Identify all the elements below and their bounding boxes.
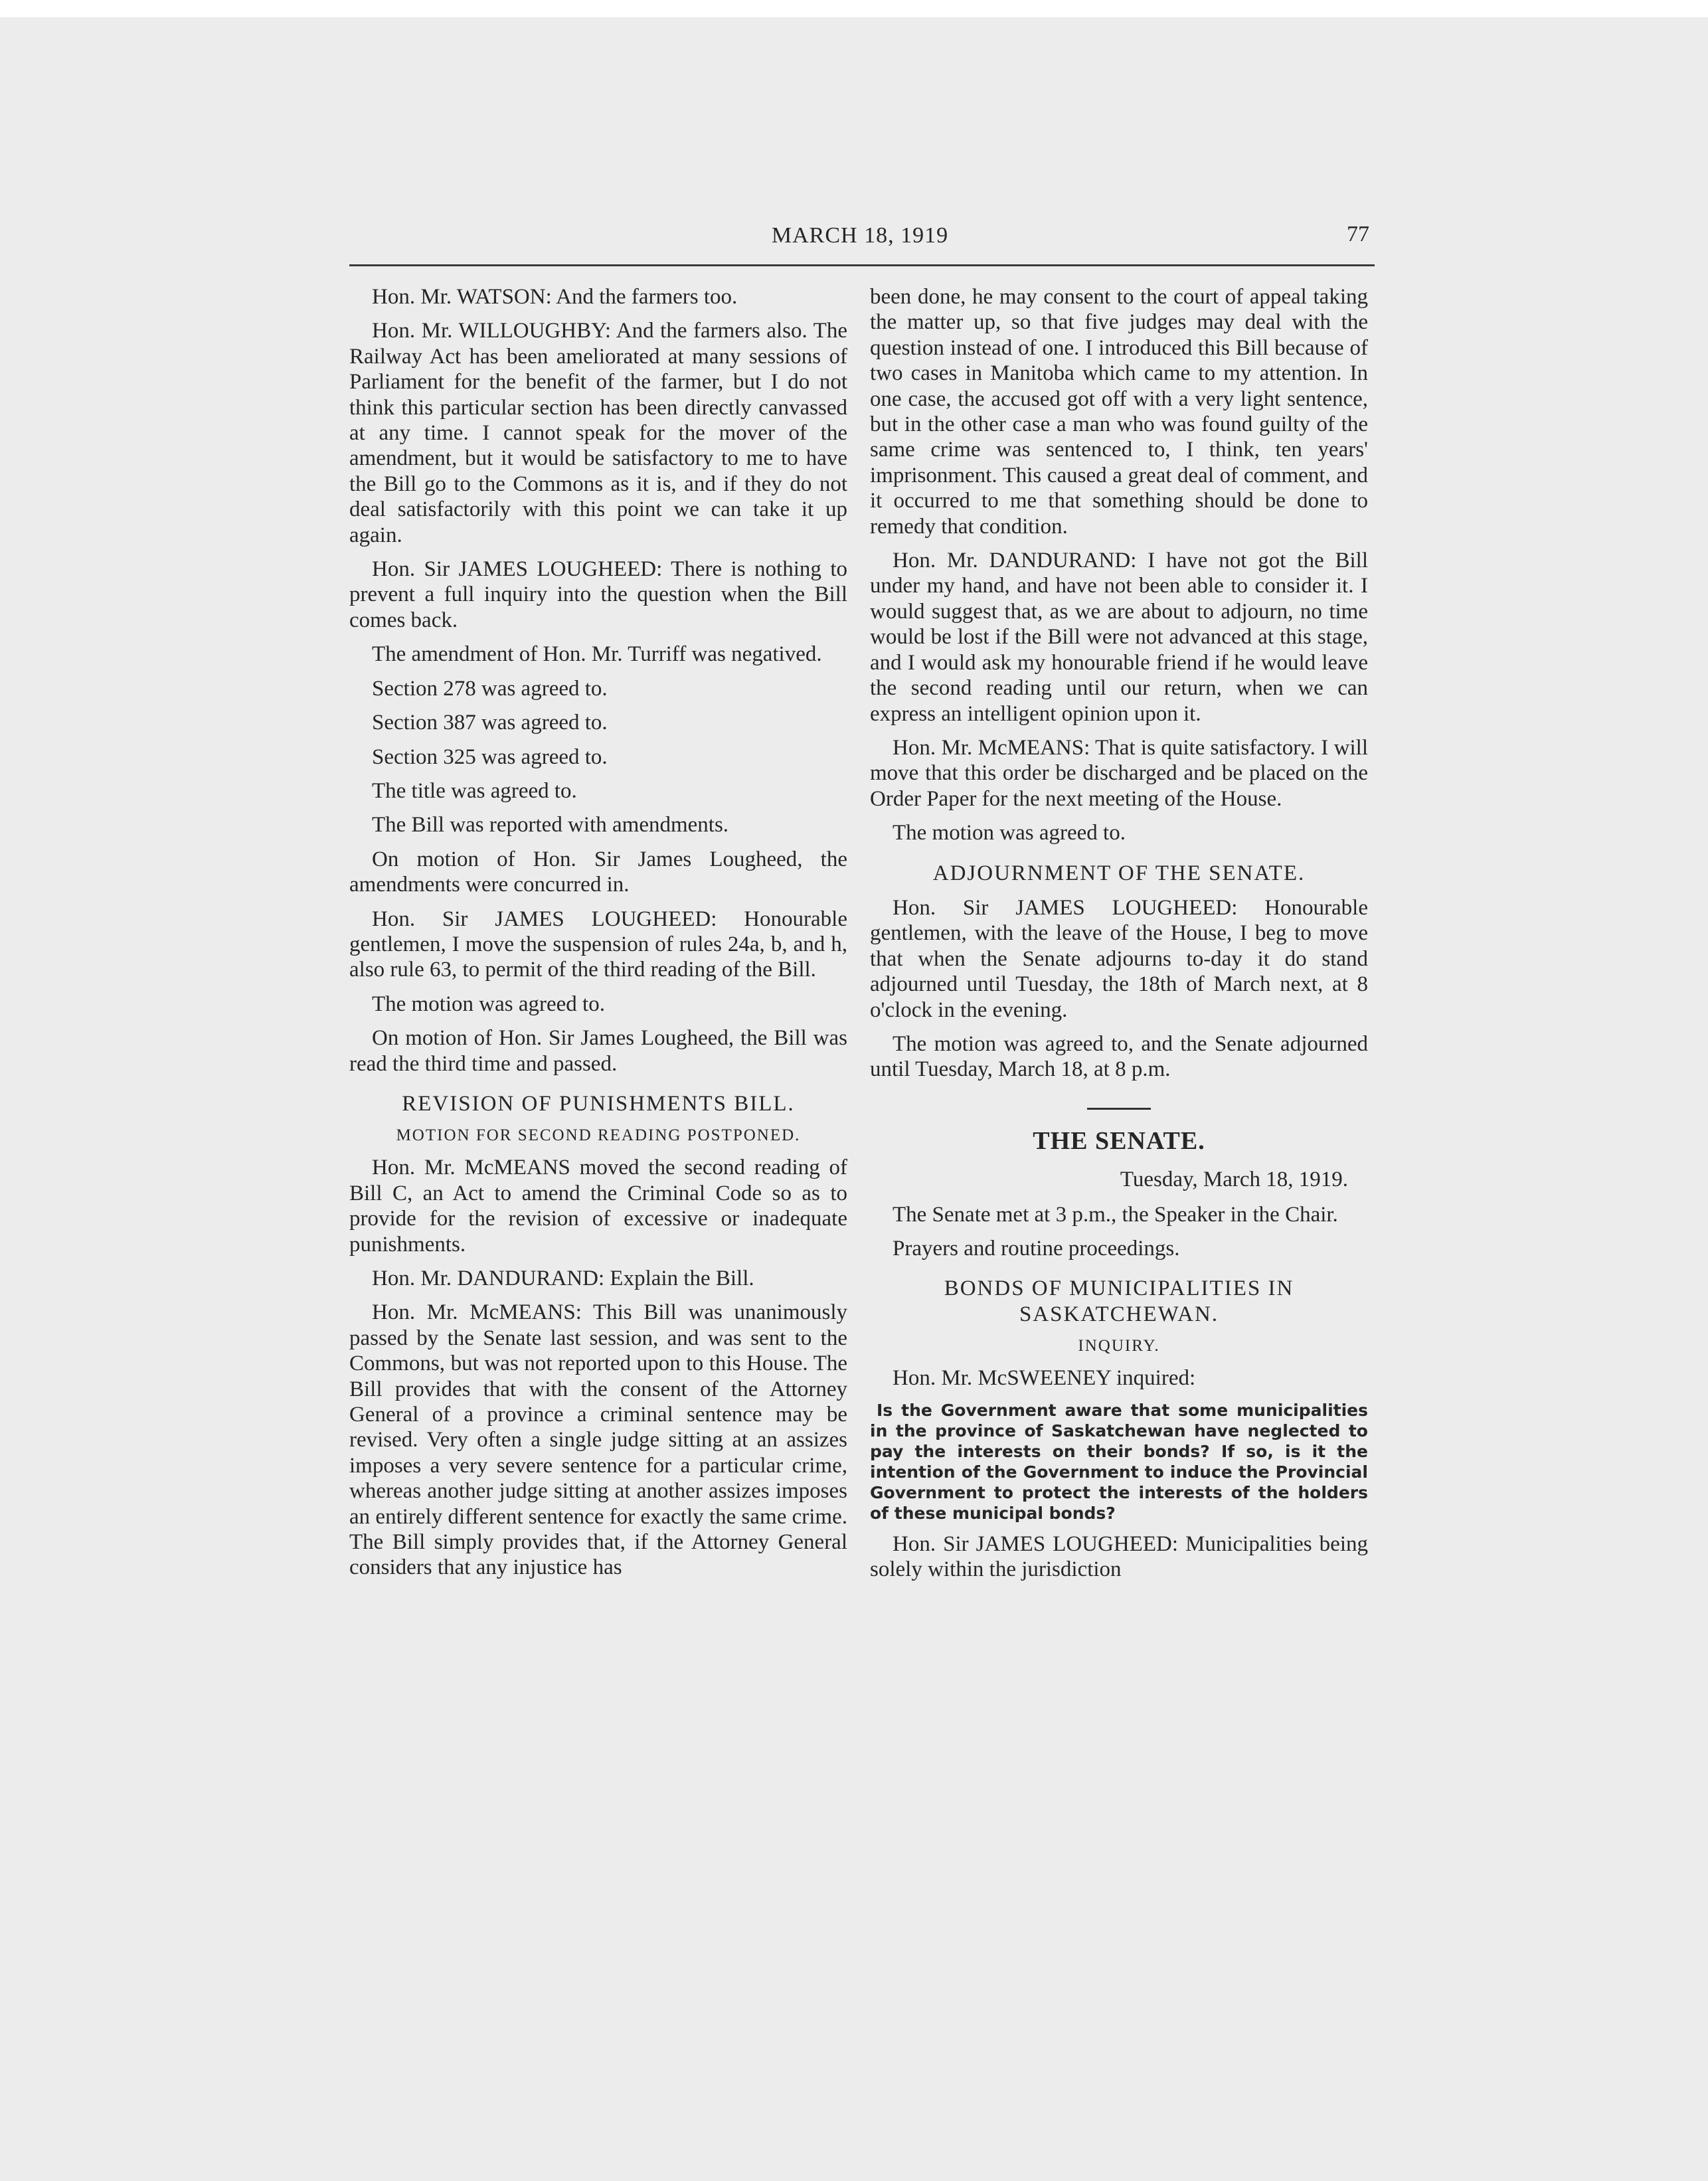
paragraph: Hon. Mr. McMEANS: That is quite satisfactory. I will move that this order be discharged and be placed on the Order Paper for the next meeting of the House. [870, 735, 1368, 811]
paragraph: The motion was agreed to. [372, 992, 605, 1016]
paragraph: The motion was agreed to, and the Senate adjourned until Tuesday, March 18, at 8 p.m. [870, 1031, 1368, 1082]
paragraph: Prayers and routine proceedings. [893, 1237, 1180, 1261]
paragraph: Section 278 was agreed to. [372, 676, 608, 701]
page-header [345, 218, 1375, 258]
senate-title: THE SENATE. [1033, 1126, 1205, 1155]
scan-top-edge [0, 0, 1708, 17]
paragraph: The title was agreed to. [372, 778, 577, 803]
paragraph: Section 325 was agreed to. [372, 744, 608, 769]
paragraph: Hon. Mr. WILLOUGHBY: And the farmers also. The Railway Act has been ameliorated at many sessions of Parliament for the benefit of the farmer, but I do not think this particular section has been directly canvassed at any time. I cannot speak for the mover of the amendment, but it would be satisfactory to me to have the Bill go to the Commons as it is, and if they do not deal satisfactorily with this point we can take it up again. [349, 319, 847, 547]
bleed-through-shadow [505, 1833, 1235, 2046]
paragraph: Hon. Mr. DANDURAND: Explain the Bill. [372, 1266, 754, 1290]
paragraph: Hon. Mr. WATSON: And the farmers too. [372, 285, 738, 309]
paragraph: The amendment of Hon. Mr. Turriff was negatived. [372, 642, 822, 667]
paragraph: Hon. Sir JAMES LOUGHEED: Honourable gentlemen, I move the suspension of rules 24a, b, and h, also rule 63, to permit of the third reading of the Bill. [349, 907, 847, 982]
inquiry-quote: Is the Government aware that some municipalities in the province of Saskatchewan have neglected to pay the interests on their bonds? If so, is it the intention of the Government to induce the Provincial Government to protect the interests of the holders of these municipal bonds? [870, 1400, 1368, 1523]
paragraph: Hon. Sir JAMES LOUGHEED: Honourable gentlemen, with the leave of the House, I beg to move that when the Senate adjourns to-day it do stand adjourned until Tuesday, the 18th of March next, at 8 o'clock in the evening. [870, 895, 1368, 1022]
right-column [870, 284, 1368, 1591]
paragraph: Hon. Sir JAMES LOUGHEED: Municipalities being solely within the jurisdiction [870, 1531, 1368, 1582]
paragraph: Hon. Mr. McMEANS moved the second reading of Bill C, an Act to amend the Criminal Code so as to provide for the revision of excessive or inadequate punishments. [349, 1156, 847, 1257]
paragraph: On motion of Hon. Sir James Lougheed, the Bill was read the third time and passed. [349, 1026, 847, 1076]
left-column [349, 284, 847, 1589]
header-date: MARCH 18, 1919 [771, 223, 949, 248]
section-subheading: INQUIRY. [1078, 1337, 1160, 1355]
paragraph: The Senate met at 3 p.m., the Speaker in the Chair. [893, 1202, 1338, 1227]
section-heading: ADJOURNMENT OF THE SENATE. [932, 861, 1306, 885]
paragraph: The motion was agreed to. [893, 821, 1126, 845]
section-subheading: MOTION FOR SECOND READING POSTPONED. [396, 1126, 801, 1145]
paragraph: Hon. Mr. McSWEENEY inquired: [893, 1366, 1196, 1391]
paragraph: The Bill was reported with amendments. [372, 813, 729, 837]
section-heading: BONDS OF MUNICIPALITIES IN SASKATCHEWAN. [944, 1276, 1294, 1326]
section-separator [1087, 1108, 1151, 1110]
header-rule [349, 264, 1375, 266]
section-heading: REVISION OF PUNISHMENTS BILL. [402, 1091, 795, 1116]
paragraph: been done, he may consent to the court of appeal taking the matter up, so that five judges may deal with the question instead of one. I introduced this Bill because of two cases in Manitoba which came to my attention. In one case, the accused got off with a very light sentence, but in the other case a man who was found guilty of the same crime was sentenced to, I think, ten years' imprisonment. This caused a great deal of comment, and it occurred to me that something should be done to remedy that condition. [870, 285, 1368, 539]
paragraph: Section 387 was agreed to. [372, 711, 608, 735]
paragraph: Hon. Sir JAMES LOUGHEED: There is nothing to prevent a full inquiry into the question when the Bill comes back. [349, 557, 847, 632]
page-number: 77 [1347, 222, 1369, 246]
sitting-date: Tuesday, March 18, 1919. [1120, 1168, 1348, 1192]
paragraph: Hon. Mr. McMEANS: This Bill was unanimously passed by the Senate last session, and was sent to the Commons, but was not reported upon to this House. The Bill provides that with the consent of the Attorney General of a province a criminal sentence may be revised. Very often a single judge sitting at an assizes imposes a very severe sentence for a particular crime, whereas another judge sitting at another assizes imposes an entirely different sentence for exactly the same crime. The Bill simply provides that, if the Attorney General considers that any injustice has [349, 1300, 847, 1580]
paragraph: Hon. Mr. DANDURAND: I have not got the Bill under my hand, and have not been able to consider it. I would suggest that, as we are about to adjourn, no time would be lost if the Bill were not advanced at this stage, and I would ask my honourable friend if he would leave the second reading until our return, when we can express an intelligent opinion upon it. [870, 549, 1368, 726]
paragraph: On motion of Hon. Sir James Lougheed, the amendments were concurred in. [349, 847, 847, 897]
